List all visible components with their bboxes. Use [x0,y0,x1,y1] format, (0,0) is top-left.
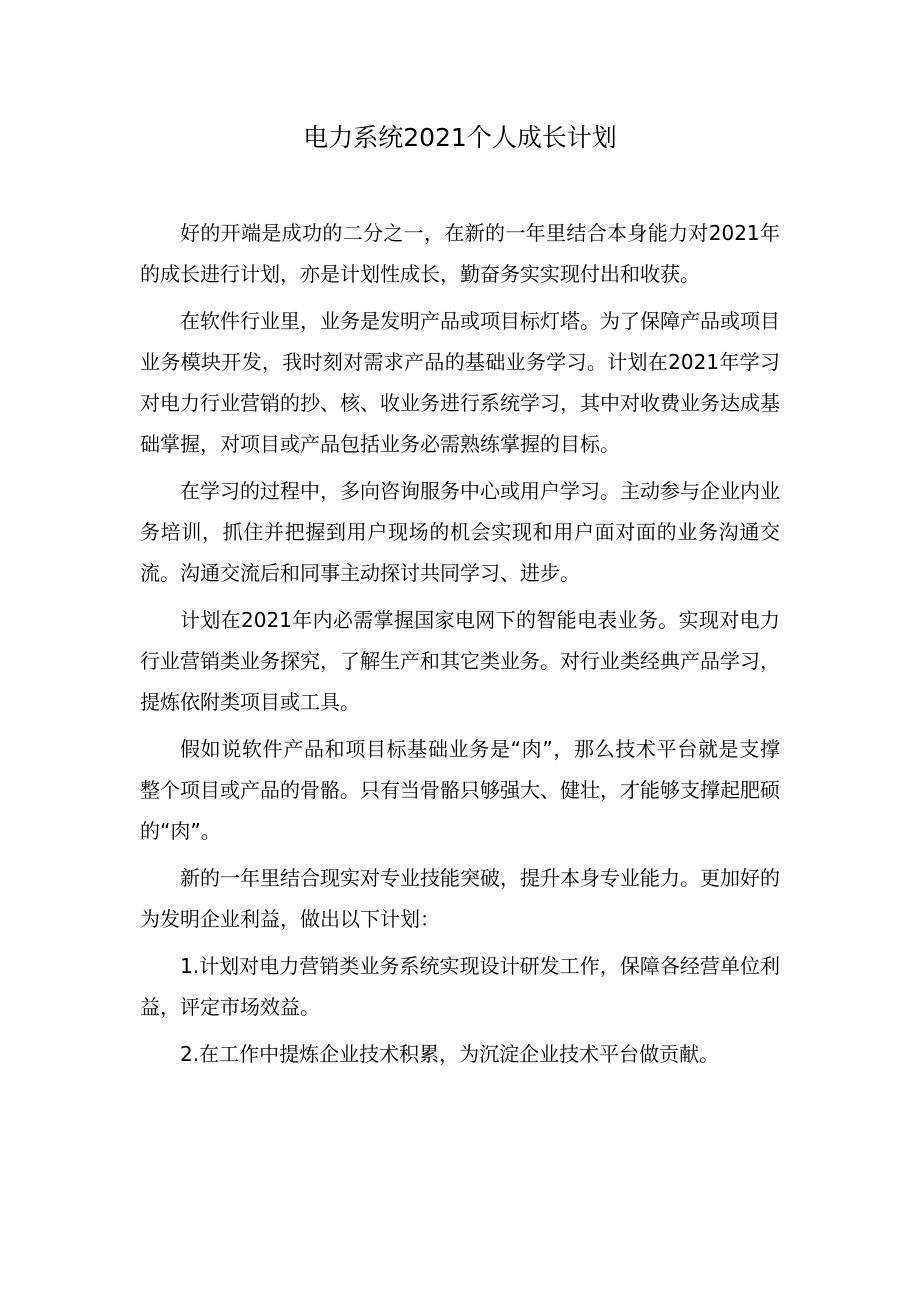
document-body [140,213,780,1081]
paragraph-smart-meter: 计划在2021年内必需掌握国家电网下的智能电表业务。实现对电力行业营销类业务探究，了解生产和其它类业务。对行业类经典产品学习，提炼依附类项目或工具。 [140,608,780,714]
plan-item-1: 1.计划对电力营销类业务系统实现设计研发工作，保障各经营单位利益，评定市场效益。 [140,954,780,1019]
document-title: 电力系统2021个人成长计划 [303,123,617,152]
paragraph-plan-intro: 新的一年里结合现实对专业技能突破，提升本身专业能力。更加好的为发明企业利益，做出以下计划： [140,866,780,931]
paragraph-learning-process: 在学习的过程中，多向咨询服务中心或用户学习。主动参与企业内业务培训，抓住并把握到用户现场的机会实现和用户面对面的业务沟通交流。沟通交流后和同事主动探讨共同学习、进步。 [140,479,780,585]
paragraph-tech-platform: 假如说软件产品和项目标基础业务是“肉”，那么技术平台就是支撑整个项目或产品的骨骼。只有当骨骼只够强大、健壮，才能够支撑起肥硕的“肉”。 [140,737,780,843]
plan-item-2: 2.在工作中提炼企业技术积累，为沉淀企业技术平台做贡献。 [180,1042,720,1066]
paragraph-business-learning: 在软件行业里，业务是发明产品或项目标灯塔。为了保障产品或项目业务模块开发，我时刻对需求产品的基础业务学习。计划在2021年学习对电力行业营销的抄、核、收业务进行系统学习，其中对收费业务达成基础掌握，对项目或产品包括业务必需熟练掌握的目标。 [140,309,780,456]
paragraph-intro: 好的开端是成功的二分之一，在新的一年里结合本身能力对2021年的成长进行计划，亦是计划性成长，勤奋务实实现付出和收获。 [140,221,780,286]
